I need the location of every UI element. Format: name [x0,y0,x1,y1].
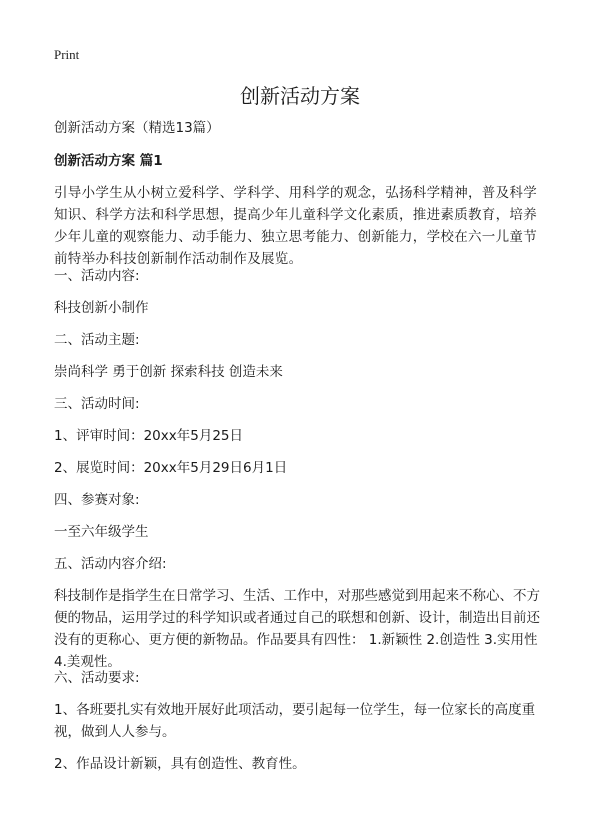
heading-activity-content: 一、活动内容: [54,268,140,284]
paragraph-activity-intro: 科技制作是指学生在日常学习、生活、工作中，对那些感觉到用起来不称心、不方便的物品，运用学过的科学知识或者通过自己的联想和创新、设计，制造出目前还没有的更称心、更方便的新物品。作品要具有四性： 1.新颖性 2.创造性 3.实用性 4.美观性。 [54,588,540,670]
paragraph-requirement-1: 1、各班要扎实有效地开展好此项活动，要引起每一位学生，每一位家长的高度重视，做到人人参与。 [54,702,536,740]
paragraph-activity-content: 科技创新小制作 [54,300,149,316]
heading-activity-theme: 二、活动主题: [54,332,140,348]
section-heading: 创新活动方案 篇1 [54,153,163,169]
heading-activity-time: 三、活动时间: [54,396,140,412]
paragraph-review-time: 1、评审时间：20xx年5月25日 [54,428,244,444]
document-title: 创新活动方案 [240,84,360,108]
heading-activity-requirements: 六、活动要求: [54,670,140,686]
print-label[interactable]: Print [54,47,80,62]
heading-participants: 四、参赛对象: [54,492,140,508]
document-subtitle: 创新活动方案（精选13篇） [54,120,220,136]
paragraph-exhibit-time: 2、展览时间：20xx年5月29日6月1日 [54,460,288,476]
paragraph-activity-theme: 崇尚科学 勇于创新 探索科技 创造未来 [54,364,283,380]
heading-activity-intro: 五、活动内容介绍: [54,556,167,572]
paragraph-requirement-2: 2、作品设计新颖，具有创造性、教育性。 [54,756,306,772]
intro-paragraph: 引导小学生从小树立爱科学、学科学、用科学的观念，弘扬科学精神，普及科学知识、科学方法和科学思想，提高少年儿童科学文化素质，推进素质教育，培养少年儿童的观察能力、动手能力、独立思考能力、创新能力，学校在六一儿童节前特举办科技创新制作活动制作及展览。 [54,185,537,267]
paragraph-participants: 一至六年级学生 [54,524,149,540]
